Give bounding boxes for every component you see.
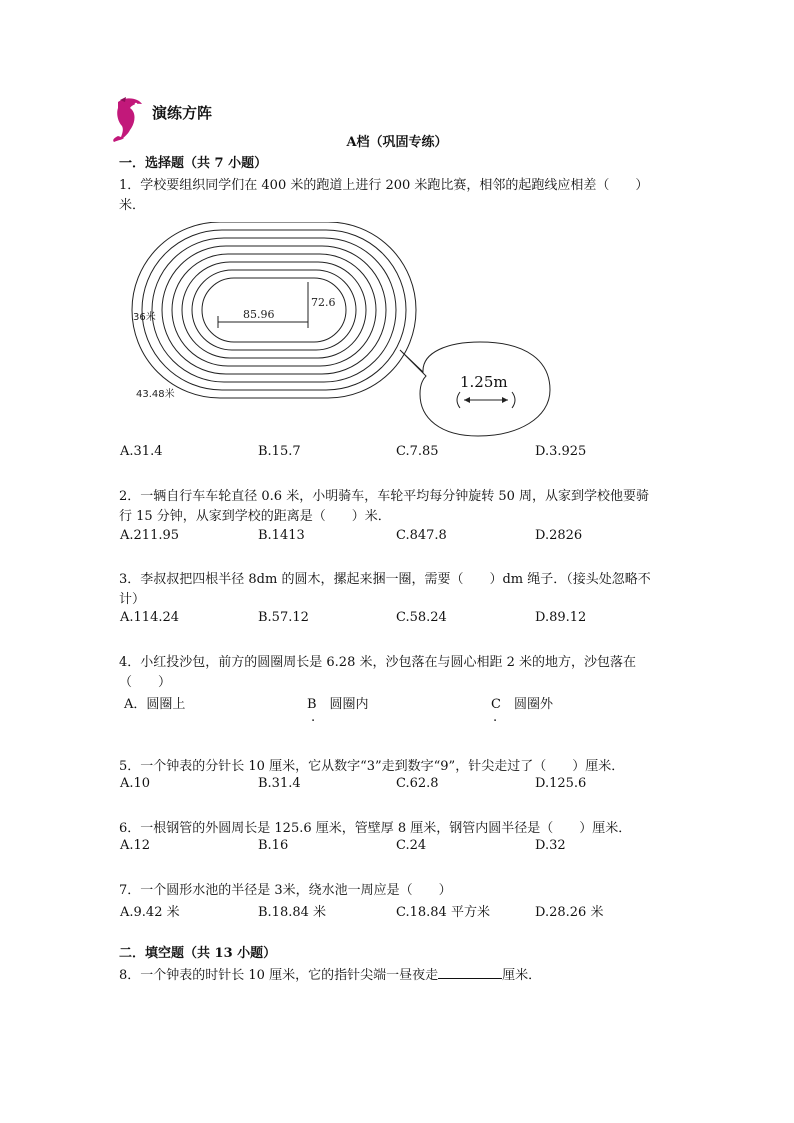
question-8-text-after: 厘米． xyxy=(502,968,542,983)
q2-option-d: D.2826 xyxy=(535,528,583,543)
outer-radius-label: 43.48米 xyxy=(136,389,175,400)
q3-option-a: A.114.24 xyxy=(120,610,180,625)
running-track-figure xyxy=(118,222,558,438)
q1-option-b: B.15.7 xyxy=(258,444,301,459)
question-3-line-2: 计） xyxy=(119,592,146,607)
q6-option-d: D.32 xyxy=(535,838,566,853)
q5-option-d: D.125.6 xyxy=(535,776,587,791)
question-6-line-1: 6．一根钢管的外圆周长是 125.6 厘米，管壁厚 8 厘米，钢管内圆半径是（ ）厘米． xyxy=(119,821,632,836)
question-8-text-before: 8．一个钟表的时针长 10 厘米，它的指针尖端一昼夜走 xyxy=(119,968,439,983)
q4-option-c-dot: . xyxy=(493,710,498,725)
q4-option-b: B 圆圈内 xyxy=(307,697,369,712)
question-1-line-1: 1．学校要组织同学们在 400 米的跑道上进行 200 米跑比赛，相邻的起跑线应相差（ ） xyxy=(119,178,649,193)
question-2-line-1: 2．一辆自行车车轮直径 0.6 米，小明骑车，车轮平均每分钟旋转 50 周，从家到学校他要骑 xyxy=(119,489,650,504)
page-title: 演练方阵 xyxy=(152,104,213,122)
q6-option-c: C.24 xyxy=(396,838,427,853)
q4-option-a: A．圆圈上 xyxy=(124,697,186,712)
field-height-label: 72.6 xyxy=(311,296,336,309)
level-subtitle: A档（巩固专练） xyxy=(346,135,448,150)
q1-option-d: D.3.925 xyxy=(535,444,587,459)
question-7-line-1: 7．一个圆形水池的半径是 3米，绕水池一周应是（ ） xyxy=(119,883,452,898)
question-4-line-2: （ ） xyxy=(119,675,172,690)
question-8-line xyxy=(119,964,541,983)
question-3-line-1: 3．李叔叔把四根半径 8dm 的圆木，摞起来捆一圈，需要（ ）dm 绳子．（接头处忽略不 xyxy=(119,572,651,587)
question-2-line-2: 行 15 分钟，从家到学校的距离是（ ）米． xyxy=(119,509,391,524)
question-5-line-1: 5．一个钟表的分针长 10 厘米，它从数字“3”走到数字“9”，针尖走过了（ ）厘米． xyxy=(119,759,625,774)
q3-option-d: D.89.12 xyxy=(535,610,587,625)
question-1-line-2: 米． xyxy=(119,198,146,213)
q7-option-d: D.28.26 米 xyxy=(535,905,604,920)
section-heading-choice: 一．选择题（共 7 小题） xyxy=(119,156,268,171)
q7-option-c: C.18.84 平方米 xyxy=(396,905,490,920)
lane-gap-label: 1.25m xyxy=(460,373,508,391)
q7-option-b: B.18.84 米 xyxy=(258,905,327,920)
lane-width-label: 36米 xyxy=(133,312,156,323)
answer-blank[interactable] xyxy=(438,966,502,979)
q3-option-b: B.57.12 xyxy=(258,610,309,625)
question-4-line-1: 4．小红投沙包，前方的圆圈周长是 6.28 米，沙包落在与圆心相距 2 米的地方，沙包落在 xyxy=(119,655,637,670)
q6-option-b: B.16 xyxy=(258,838,289,853)
q7-option-a: A.9.42 米 xyxy=(120,905,180,920)
section-heading-fill: 二．填空题（共 13 小题） xyxy=(119,946,277,961)
q5-option-b: B.31.4 xyxy=(258,776,301,791)
q2-option-b: B.1413 xyxy=(258,528,305,543)
q5-option-a: A.10 xyxy=(120,776,151,791)
q4-option-b-dot: . xyxy=(311,710,316,725)
q1-option-a: A.31.4 xyxy=(120,444,163,459)
q4-option-c: C 圆圈外 xyxy=(491,697,553,712)
q3-option-c: C.58.24 xyxy=(396,610,447,625)
q1-option-c: C.7.85 xyxy=(396,444,439,459)
q6-option-a: A.12 xyxy=(120,838,151,853)
q2-option-a: A.211.95 xyxy=(120,528,180,543)
field-length-label: 85.96 xyxy=(243,308,275,321)
q2-option-c: C.847.8 xyxy=(396,528,447,543)
q5-option-c: C.62.8 xyxy=(396,776,439,791)
